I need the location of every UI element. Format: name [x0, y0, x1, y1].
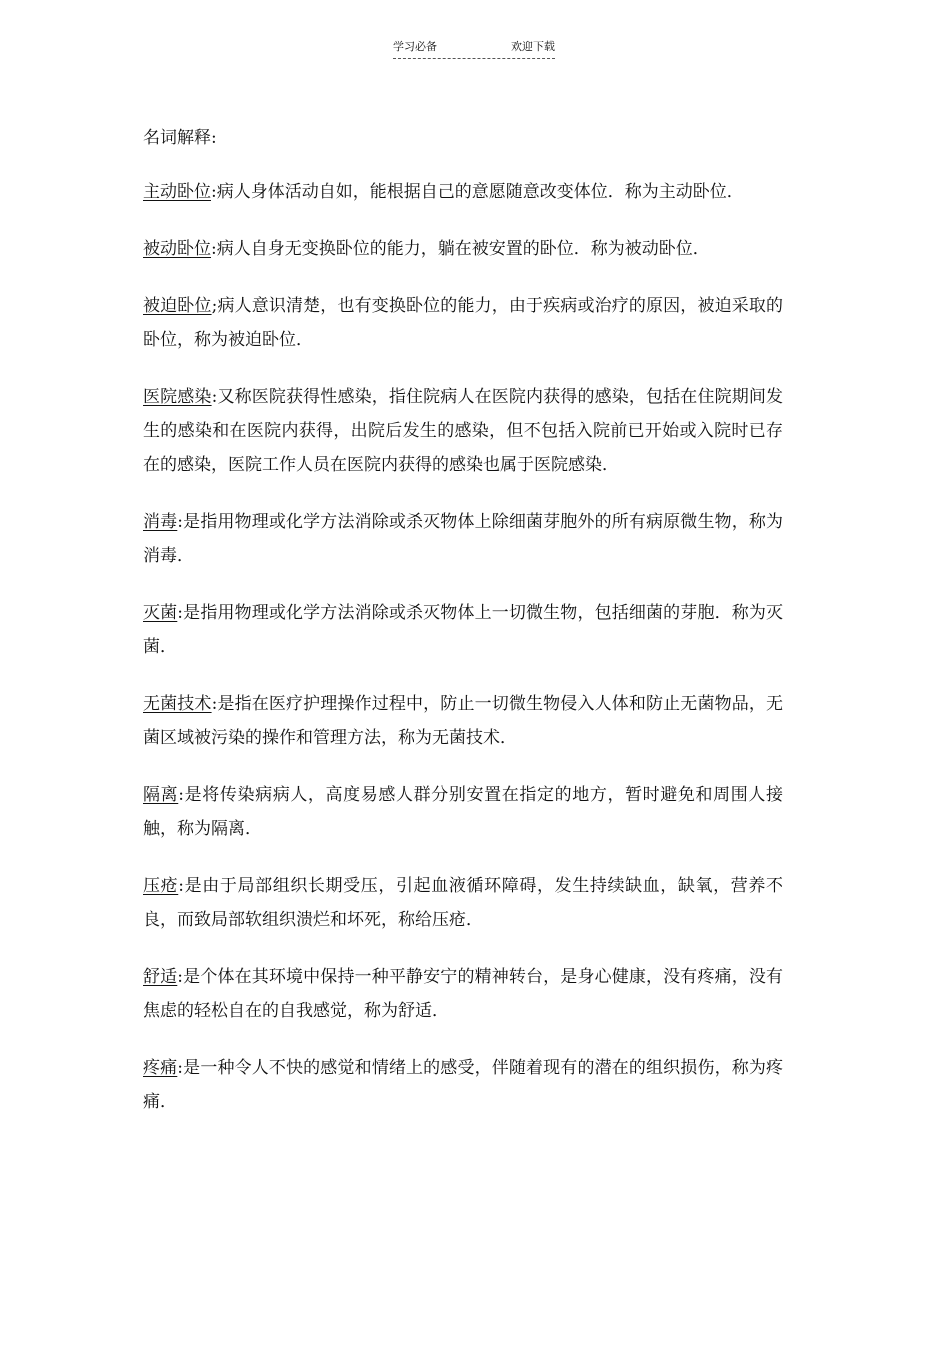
page-header	[393, 40, 555, 59]
term-separator: :	[211, 387, 218, 407]
term: 舒适	[143, 967, 178, 987]
term: 隔离	[143, 785, 179, 805]
header-left-text: 学习必备	[393, 40, 437, 53]
term: 压疮	[143, 876, 179, 896]
definition-text: 病人身体活动自如，能根据自己的意愿随意改变体位．称为主动卧位．	[216, 182, 744, 202]
definition-sterilization	[143, 596, 783, 664]
definition-text: 是指用物理或化学方法消除或杀灭物体上除细菌芽胞外的所有病原微生物，称为消毒．	[143, 512, 784, 566]
term: 消毒	[143, 512, 178, 532]
term-separator: :	[178, 785, 184, 805]
definition-text: 是一种令人不快的感觉和情绪上的感受，伴随着现有的潜在的组织损伤，称为疼痛．	[143, 1058, 784, 1112]
definition-text: 病人意识清楚，也有变换卧位的能力，由于疾病或治疗的原因，被迫采取的卧位，称为被迫卧位．	[143, 296, 784, 350]
definition-aseptic-technique	[143, 687, 783, 755]
term-separator: :	[211, 182, 217, 202]
definition-text: 又称医院获得性感染，指住院病人在医院内获得的感染，包括在住院期间发生的感染和在医院内获得，出院后发生的感染，但不包括入院前已开始或入院时已存在的感染，医院工作人员在医院内获得的感染也属于医院感染．	[143, 387, 784, 475]
definition-comfort	[143, 960, 783, 1028]
term-separator: :	[178, 876, 184, 896]
term-separator: :	[177, 512, 184, 532]
document-body	[143, 124, 783, 1119]
definition-passive-position	[143, 232, 783, 266]
term-separator: :	[211, 694, 218, 714]
definition-disinfection	[143, 505, 783, 573]
term: 被动卧位	[143, 239, 211, 259]
term: 被迫卧位	[143, 296, 212, 316]
header-right-text: 欢迎下载	[511, 40, 555, 53]
term-separator: ;	[211, 296, 218, 316]
definition-text: 是个体在其环境中保持一种平静安宁的精神转台，是身心健康，没有疼痛，没有焦虑的轻松自在的自我感觉，称为舒适．	[143, 967, 784, 1021]
term: 主动卧位	[143, 182, 211, 202]
term-separator: :	[177, 1058, 184, 1078]
definition-pain	[143, 1051, 783, 1119]
term: 医院感染	[143, 387, 212, 407]
definition-text: 病人自身无变换卧位的能力，躺在被安置的卧位．称为被动卧位．	[216, 239, 710, 259]
definition-active-position	[143, 175, 783, 209]
term-separator: :	[177, 967, 184, 987]
term: 疼痛	[143, 1058, 178, 1078]
term: 灭菌	[143, 603, 178, 623]
definition-forced-position	[143, 289, 783, 357]
definition-text: 是将传染病病人，高度易感人群分别安置在指定的地方，暂时避免和周围人接触，称为隔离．	[143, 785, 784, 839]
term-separator: :	[177, 603, 184, 623]
definition-pressure-ulcer	[143, 869, 783, 937]
definition-text: 是指用物理或化学方法消除或杀灭物体上一切微生物，包括细菌的芽胞．称为灭菌．	[143, 603, 784, 657]
term: 无菌技术	[143, 694, 212, 714]
definition-text: 是由于局部组织长期受压，引起血液循环障碍，发生持续缺血，缺氧，营养不良，而致局部软组织溃烂和坏死，称给压疮．	[143, 876, 784, 930]
term-separator: :	[211, 239, 217, 259]
definition-text: 是指在医疗护理操作过程中，防止一切微生物侵入人体和防止无菌物品，无菌区域被污染的操作和管理方法，称为无菌技术．	[143, 694, 784, 748]
section-title: 名词解释:	[143, 128, 217, 148]
definition-isolation	[143, 778, 783, 846]
definition-hospital-infection	[143, 380, 783, 482]
